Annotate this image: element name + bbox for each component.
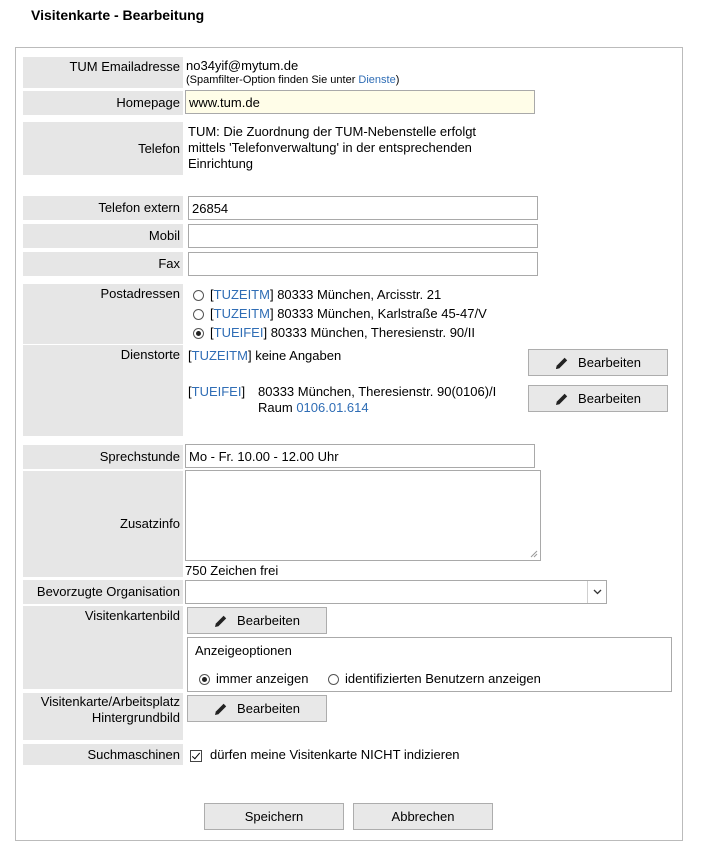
fax-label: Fax xyxy=(23,252,183,276)
save-button[interactable]: Speichern xyxy=(204,803,344,830)
email-value: no34yif@mytum.de xyxy=(186,58,299,73)
mobil-label: Mobil xyxy=(23,224,183,248)
dienstort-2-address: 80333 München, Theresienstr. 90(0106)/I Raum 0106.01.614 xyxy=(258,384,497,415)
dienstort-1-edit-button[interactable]: Bearbeiten xyxy=(528,349,668,376)
postadresse-code-link-2[interactable]: TUZEITM xyxy=(213,306,270,321)
pencil-icon xyxy=(214,702,228,716)
suchmaschinen-checkbox[interactable] xyxy=(190,750,202,762)
dienstort-code-link-2[interactable]: TUEIFEI xyxy=(191,384,242,399)
option-immer-anzeigen[interactable]: immer anzeigen xyxy=(199,671,309,687)
sprechstunde-input[interactable] xyxy=(185,444,535,468)
organisation-select[interactable] xyxy=(185,580,607,604)
telefon-label: Telefon xyxy=(23,122,183,175)
spamfilter-hint: (Spamfilter-Option finden Sie unter Dienste) xyxy=(186,74,400,86)
raum-link[interactable]: 0106.01.614 xyxy=(296,400,369,415)
pencil-icon xyxy=(555,392,569,406)
dienstort-2-edit-button[interactable]: Bearbeiten xyxy=(528,385,668,412)
zusatzinfo-label: Zusatzinfo xyxy=(23,471,183,577)
suchmaschinen-option[interactable]: dürfen meine Visitenkarte NICHT indizieren xyxy=(190,747,460,763)
anzeigeoptionen-title: Anzeigeoptionen xyxy=(195,643,292,658)
option-identifizierten-anzeigen[interactable]: identifizierten Benutzern anzeigen xyxy=(328,671,541,687)
immer-anzeigen-radio[interactable] xyxy=(199,674,210,685)
dienste-link[interactable]: Dienste xyxy=(358,74,396,86)
resize-grip-icon[interactable] xyxy=(530,550,538,558)
telefon-extern-label: Telefon extern xyxy=(23,196,183,220)
suchmaschinen-label: Suchmaschinen xyxy=(23,744,183,765)
dienstort-code-link-1[interactable]: TUZEITM xyxy=(191,348,248,363)
dienstort-entry-1: [TUZEITM] keine Angaben xyxy=(188,348,342,363)
sprechstunde-label: Sprechstunde xyxy=(23,445,183,469)
visitenkartenbild-label: Visitenkartenbild xyxy=(23,606,183,689)
organisation-label: Bevorzugte Organisation xyxy=(23,580,183,604)
postadresse-radio-3[interactable] xyxy=(193,328,204,339)
postadresse-option-3[interactable]: [TUEIFEI] 80333 München, Theresienstr. 90/II xyxy=(193,325,475,341)
pencil-icon xyxy=(214,614,228,628)
telefon-info: TUM: Die Zuordnung der TUM-Nebenstelle erfolgt mittels 'Telefonverwaltung' in der entsprechenden Einrichtung xyxy=(188,124,477,171)
postadressen-label: Postadressen xyxy=(23,284,183,344)
cancel-button[interactable]: Abbrechen xyxy=(353,803,493,830)
fax-input[interactable] xyxy=(188,252,538,276)
dienstort-entry-2: [TUEIFEI] xyxy=(188,384,246,399)
homepage-label: Homepage xyxy=(23,91,183,115)
dienstorte-label: Dienstorte xyxy=(23,345,183,436)
mobil-input[interactable] xyxy=(188,224,538,248)
telefon-extern-input[interactable] xyxy=(188,196,538,220)
postadresse-option-1[interactable]: [TUZEITM] 80333 München, Arcisstr. 21 xyxy=(193,287,441,303)
zusatzinfo-textarea[interactable] xyxy=(185,470,541,561)
zusatzinfo-chars-free: 750 Zeichen frei xyxy=(185,563,279,578)
chevron-down-icon[interactable] xyxy=(587,581,606,603)
pencil-icon xyxy=(555,356,569,370)
homepage-input[interactable] xyxy=(185,90,535,114)
postadresse-code-link-3[interactable]: TUEIFEI xyxy=(213,325,264,340)
hintergrundbild-label: Visitenkarte/Arbeitsplatz Hintergrundbild xyxy=(23,693,183,740)
page-title: Visitenkarte - Bearbeitung xyxy=(31,7,205,23)
identifizierten-anzeigen-radio[interactable] xyxy=(328,674,339,685)
visitenkartenbild-edit-button[interactable]: Bearbeiten xyxy=(187,607,327,634)
hintergrundbild-edit-button[interactable]: Bearbeiten xyxy=(187,695,327,722)
postadresse-option-2[interactable]: [TUZEITM] 80333 München, Karlstraße 45-47/V xyxy=(193,306,487,322)
email-label: TUM Emailadresse xyxy=(23,57,183,88)
postadresse-radio-1[interactable] xyxy=(193,290,204,301)
postadresse-radio-2[interactable] xyxy=(193,309,204,320)
postadresse-code-link-1[interactable]: TUZEITM xyxy=(213,287,270,302)
